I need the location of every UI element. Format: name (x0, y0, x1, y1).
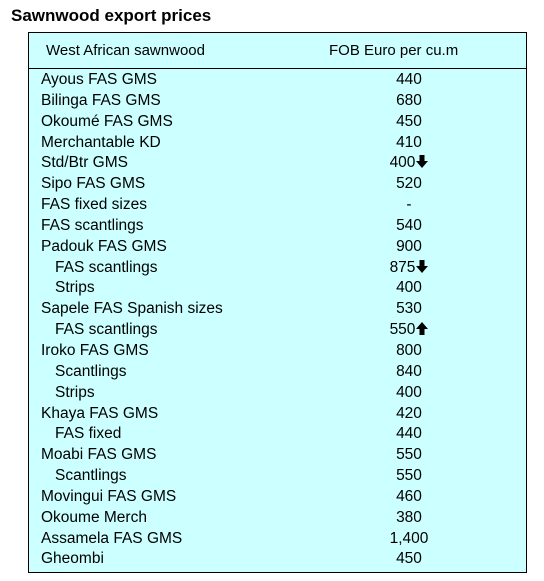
product-name: Movingui FAS GMS (41, 487, 177, 505)
price-cell (343, 383, 475, 404)
price-value: 550 (396, 467, 422, 485)
price-value: 410 (396, 133, 422, 151)
table-row (29, 404, 526, 425)
table-row (29, 195, 526, 216)
price-value: 550 (389, 321, 416, 339)
product-name: Padouk FAS GMS (41, 237, 167, 255)
product-name: Khaya FAS GMS (41, 404, 159, 422)
price-cell (343, 112, 475, 133)
price-cell (343, 195, 475, 216)
price-cell (343, 445, 475, 466)
product-name: Iroko FAS GMS (41, 341, 149, 359)
table-body (29, 70, 526, 570)
product-name: Okoume Merch (41, 508, 147, 526)
price-value: 530 (396, 300, 422, 318)
table-row (29, 341, 526, 362)
product-name: Merchantable KD (41, 133, 161, 151)
table-row (29, 91, 526, 112)
arrow-down-icon (416, 260, 428, 273)
price-value: 875 (389, 258, 416, 276)
price-value: 460 (396, 487, 422, 505)
product-name: Std/Btr GMS (41, 154, 128, 172)
price-cell (343, 299, 475, 320)
table-row (29, 216, 526, 237)
column-header-price: FOB Euro per cu.m (329, 42, 459, 59)
product-name: Scantlings (55, 362, 127, 380)
price-table (28, 32, 527, 573)
price-cell (343, 508, 475, 529)
price-cell (343, 362, 475, 383)
price-value: 400 (389, 154, 416, 172)
table-row (29, 549, 526, 570)
price-cell (343, 216, 475, 237)
price-cell (343, 237, 475, 258)
table-row (29, 174, 526, 195)
product-name: Moabi FAS GMS (41, 446, 157, 464)
table-row (29, 424, 526, 445)
product-name: Sipo FAS GMS (41, 175, 146, 193)
price-cell (343, 529, 475, 550)
price-value: 680 (396, 91, 422, 109)
price-value: 800 (396, 341, 422, 359)
product-name: Scantlings (55, 467, 127, 485)
price-cell (343, 404, 475, 425)
price-cell (343, 174, 475, 195)
price-cell (343, 133, 475, 154)
price-value: 450 (396, 550, 422, 568)
table-row (29, 362, 526, 383)
price-cell (343, 258, 475, 279)
table-header (29, 33, 526, 69)
product-name: Sapele FAS Spanish sizes (41, 300, 223, 318)
product-name: Ayous FAS GMS (41, 71, 158, 88)
column-header-sawnwood: West African sawnwood (46, 42, 205, 59)
price-cell (343, 278, 475, 299)
price-value: 520 (396, 175, 422, 193)
price-value: 840 (396, 362, 422, 380)
price-value: 420 (396, 404, 422, 422)
product-name: Strips (55, 383, 95, 401)
price-cell (343, 153, 475, 174)
product-name: Strips (55, 279, 95, 297)
table-row (29, 445, 526, 466)
table-row (29, 112, 526, 133)
price-value: 440 (396, 71, 422, 88)
arrow-up-icon (416, 322, 428, 335)
price-cell (343, 466, 475, 487)
page-title: Sawnwood export prices (11, 6, 212, 25)
table-row (29, 258, 526, 279)
price-cell (343, 320, 475, 341)
table-row (29, 466, 526, 487)
price-cell (343, 424, 475, 445)
product-name: FAS scantlings (55, 258, 158, 276)
table-row (29, 299, 526, 320)
price-cell (343, 549, 475, 570)
table-row (29, 529, 526, 550)
price-value: - (406, 196, 412, 214)
price-value: 400 (396, 279, 422, 297)
product-name: FAS fixed (55, 425, 122, 443)
table-row (29, 153, 526, 174)
product-name: FAS fixed sizes (41, 196, 147, 214)
table-row (29, 320, 526, 341)
price-value: 900 (396, 237, 422, 255)
price-cell (343, 70, 475, 91)
table-row (29, 278, 526, 299)
table-row (29, 70, 526, 91)
price-cell (343, 487, 475, 508)
price-cell (343, 91, 475, 112)
price-value: 540 (396, 216, 422, 234)
price-value: 550 (396, 446, 422, 464)
product-name: Gheombi (41, 550, 104, 568)
price-value: 450 (396, 112, 422, 130)
product-name: Okoumé FAS GMS (41, 112, 173, 130)
product-name: FAS scantlings (55, 321, 158, 339)
arrow-down-icon (416, 155, 428, 168)
price-value: 400 (396, 383, 422, 401)
price-value: 1,400 (389, 529, 429, 547)
table-row (29, 487, 526, 508)
table-row (29, 383, 526, 404)
table-row (29, 133, 526, 154)
price-value: 440 (396, 425, 422, 443)
price-cell (343, 341, 475, 362)
product-name: Assamela FAS GMS (41, 529, 183, 547)
product-name: Bilinga FAS GMS (41, 91, 161, 109)
price-value: 380 (396, 508, 422, 526)
product-name: FAS scantlings (41, 216, 144, 234)
table-row (29, 237, 526, 258)
table-row (29, 508, 526, 529)
